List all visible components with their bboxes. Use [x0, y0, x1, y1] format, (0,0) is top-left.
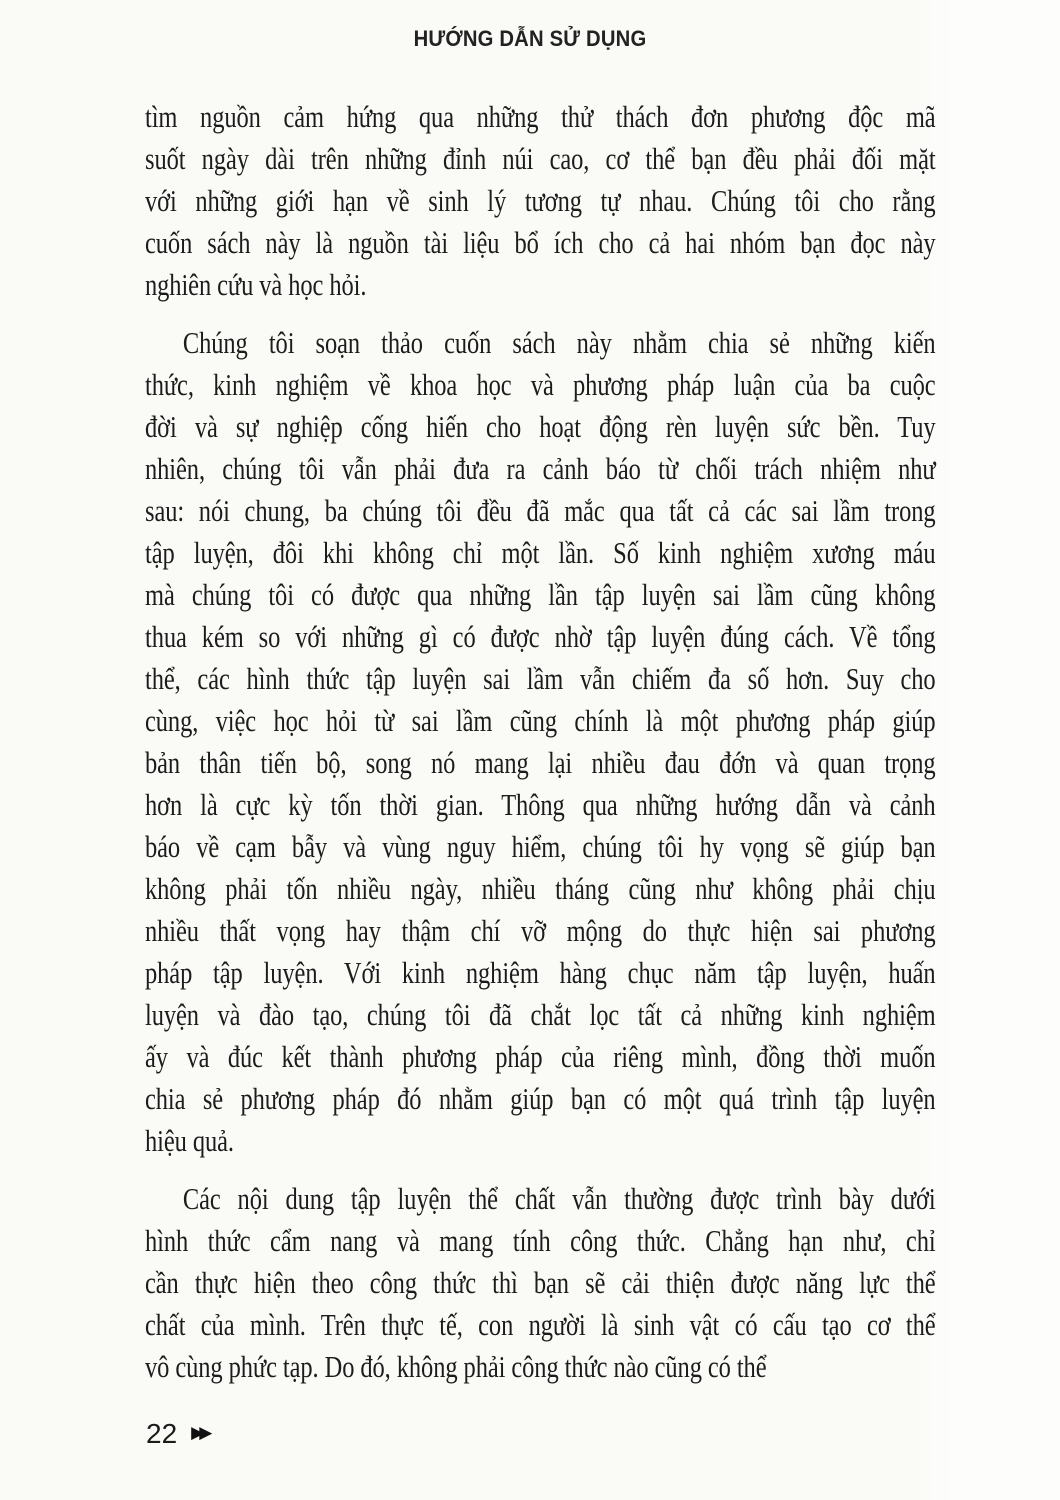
text-line: nhiên, chúng tôi vẫn phải đưa ra cảnh báo từ chối trách nhiệm như — [145, 451, 936, 486]
paragraph — [145, 322, 936, 1162]
text-line: hiệu quả. — [145, 1123, 234, 1158]
text-line: thức, kinh nghiệm về khoa học và phương pháp luận của ba cuộc — [145, 367, 936, 402]
text-line: cần thực hiện theo công thức thì bạn sẽ cải thiện được năng lực thể — [145, 1265, 936, 1300]
text-line: báo về cạm bẫy và vùng nguy hiểm, chúng tôi hy vọng sẽ giúp bạn — [145, 829, 936, 864]
text-line: nghiên cứu và học hỏi. — [145, 267, 367, 302]
text-line: Các nội dung tập luyện thể chất vẫn thường được trình bày dưới — [182, 1181, 936, 1216]
text-line: suốt ngày dài trên những đỉnh núi cao, cơ thể bạn đều phải đối mặt — [145, 141, 936, 176]
page-number: 22 — [146, 1418, 178, 1449]
text-line: nhiều thất vọng hay thậm chí vỡ mộng do thực hiện sai phương — [145, 913, 936, 948]
paragraph — [145, 96, 936, 306]
page-footer — [146, 1418, 207, 1450]
text-line: thua kém so với những gì có được nhờ tập luyện đúng cách. Về tổng — [145, 619, 936, 654]
text-line: không phải tốn nhiều ngày, nhiều tháng cũng như không phải chịu — [145, 871, 936, 906]
text-line: hơn là cực kỳ tốn thời gian. Thông qua những hướng dẫn và cảnh — [145, 787, 936, 822]
text-line: với những giới hạn về sinh lý tương tự nhau. Chúng tôi cho rằng — [145, 183, 936, 218]
text-line: mà chúng tôi có được qua những lần tập luyện sai lầm cũng không — [145, 577, 936, 612]
page-body — [145, 96, 945, 1388]
text-line: thể, các hình thức tập luyện sai lầm vẫn chiếm đa số hơn. Suy cho — [145, 661, 936, 696]
text-line: tập luyện, đôi khi không chỉ một lần. Số kinh nghiệm xương máu — [145, 535, 936, 570]
paragraph — [145, 1178, 936, 1388]
text-line: hình thức cẩm nang và mang tính công thức. Chẳng hạn như, chỉ — [145, 1223, 936, 1258]
forward-arrows-icon: ▶▶ — [191, 1423, 208, 1443]
text-line: bản thân tiến bộ, song nó mang lại nhiều đau đớn và quan trọng — [145, 745, 936, 780]
text-line: đời và sự nghiệp cống hiến cho hoạt động rèn luyện sức bền. Tuy — [145, 409, 936, 444]
text-line: sau: nói chung, ba chúng tôi đều đã mắc qua tất cả các sai lầm trong — [145, 493, 936, 528]
text-line: cùng, việc học hỏi từ sai lầm cũng chính là một phương pháp giúp — [145, 703, 936, 738]
text-line: tìm nguồn cảm hứng qua những thử thách đơn phương độc mã — [145, 99, 936, 134]
text-line: cuốn sách này là nguồn tài liệu bổ ích cho cả hai nhóm bạn đọc này — [145, 225, 936, 260]
text-line: vô cùng phức tạp. Do đó, không phải công thức nào cũng có thể — [145, 1349, 767, 1384]
text-line: luyện và đào tạo, chúng tôi đã chắt lọc tất cả những kinh nghiệm — [145, 997, 936, 1032]
text-line: chất của mình. Trên thực tế, con người là sinh vật có cấu tạo cơ thể — [145, 1307, 936, 1342]
running-header: HƯỚNG DẪN SỬ DỤNG — [413, 26, 647, 51]
text-line: Chúng tôi soạn thảo cuốn sách này nhằm chia sẻ những kiến — [182, 325, 936, 360]
text-line: pháp tập luyện. Với kinh nghiệm hàng chục năm tập luyện, huấn — [145, 955, 936, 990]
text-line: ấy và đúc kết thành phương pháp của riêng mình, đồng thời muốn — [145, 1039, 936, 1074]
text-line: chia sẻ phương pháp đó nhằm giúp bạn có một quá trình tập luyện — [145, 1081, 936, 1116]
